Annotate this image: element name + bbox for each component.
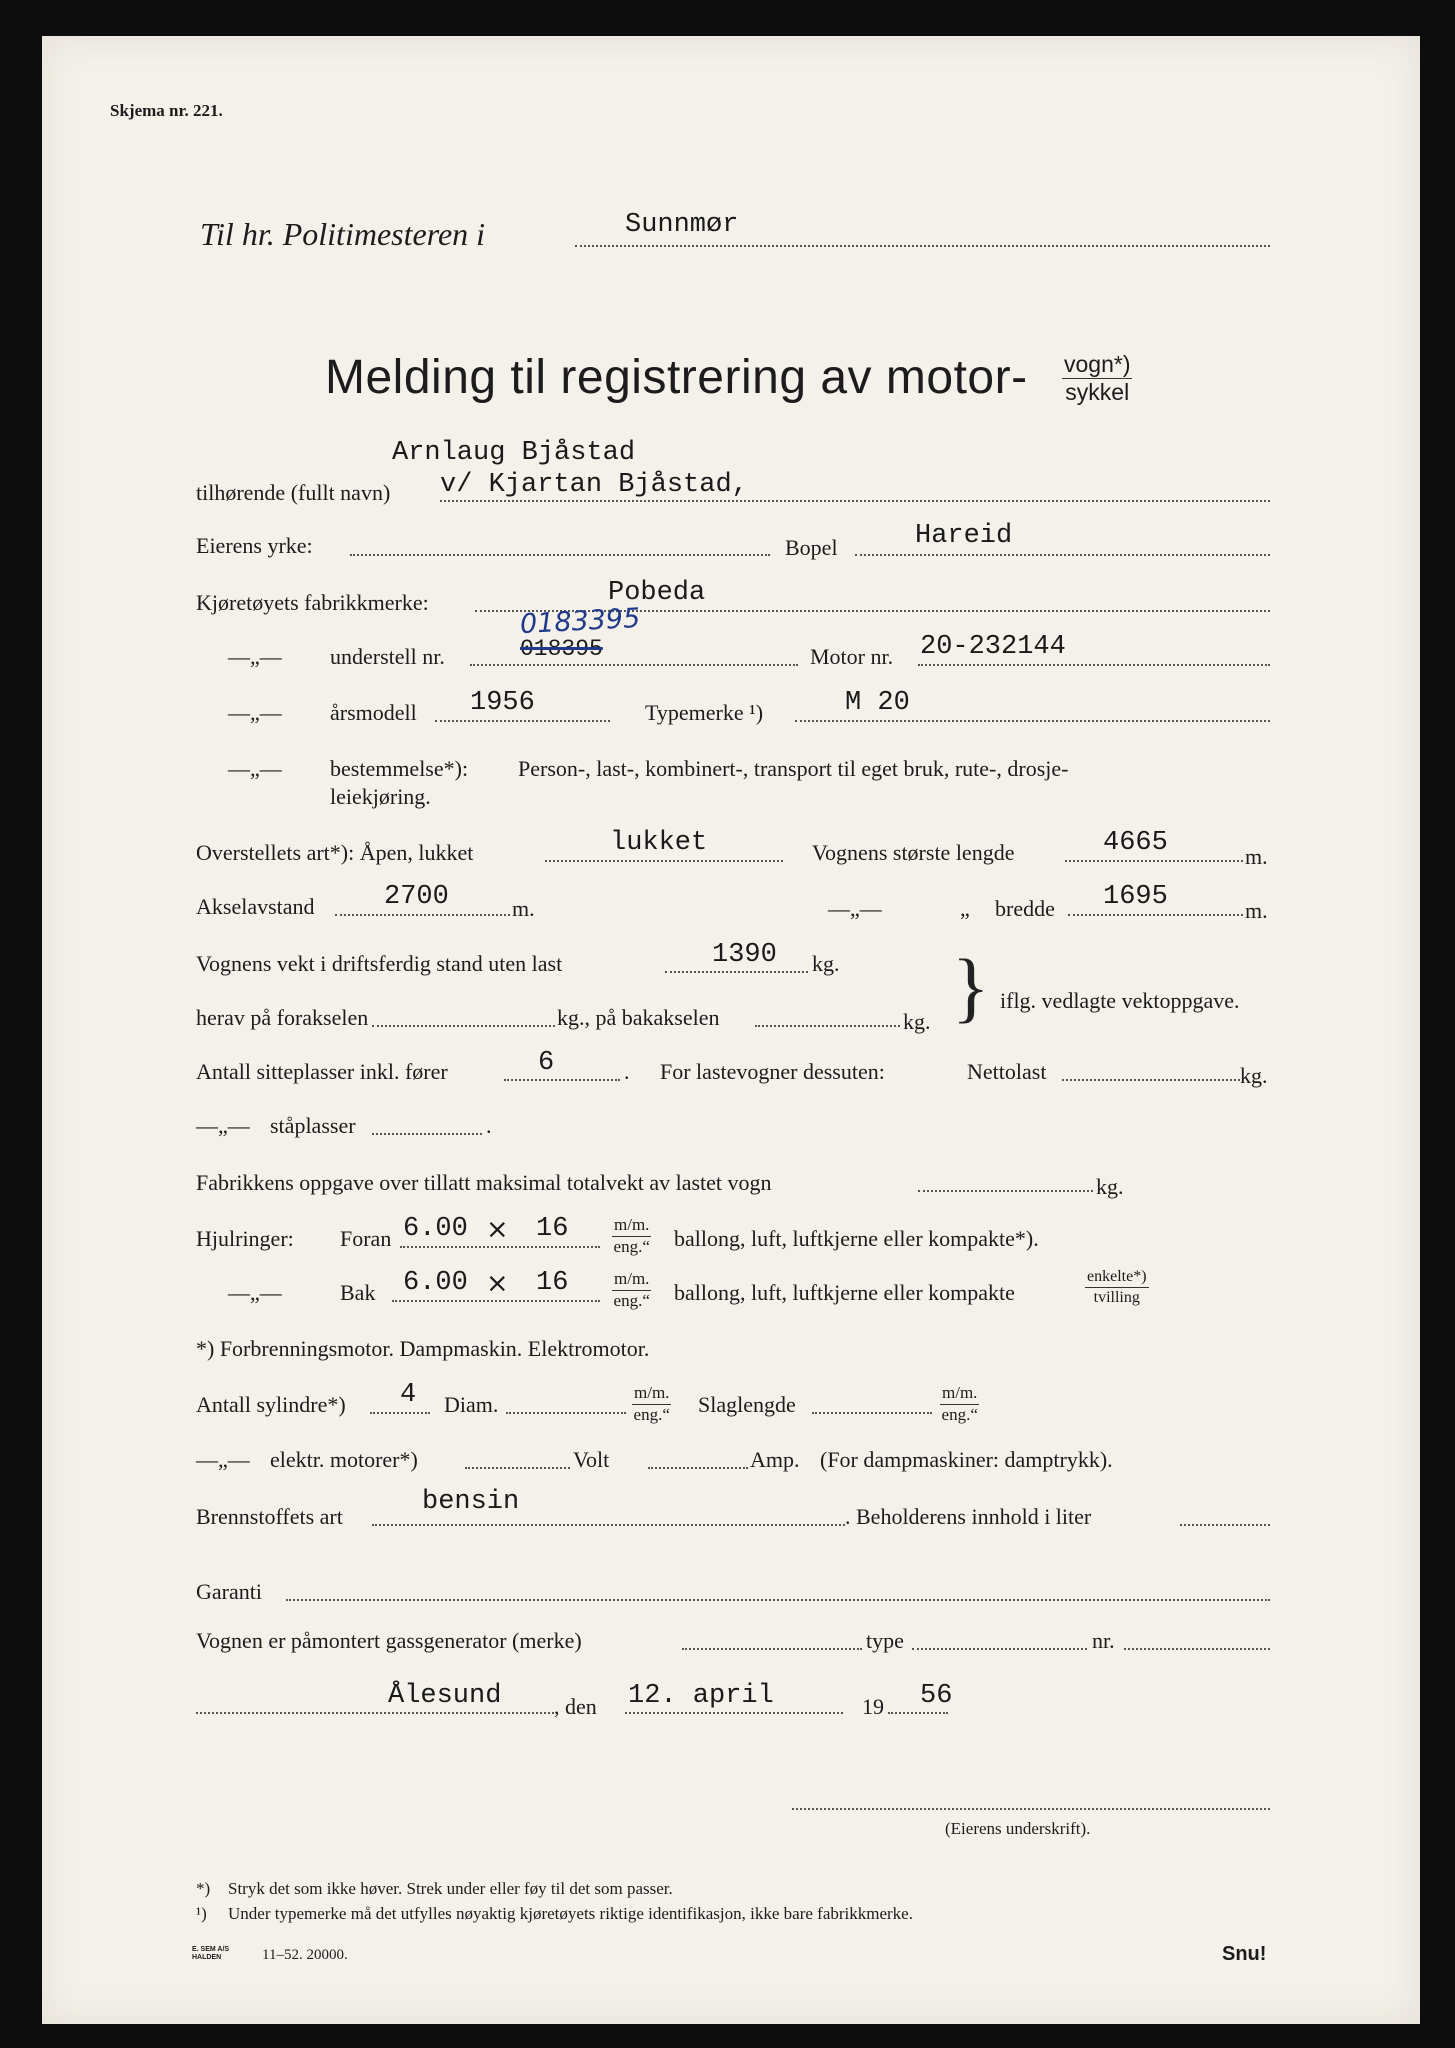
rear-axle-line	[755, 1025, 900, 1027]
body-label: Overstellets art*): Åpen, lukket	[196, 840, 474, 865]
diam-unit	[632, 1384, 671, 1424]
title-vehicle-type	[1062, 352, 1132, 406]
netto-label: Nettolast	[967, 1059, 1047, 1084]
footnote-1: Stryk det som ikke høver. Strek under eller føy til det som passer.	[228, 1879, 673, 1898]
max-weight-unit: kg.	[1096, 1174, 1124, 1199]
form-sheet	[42, 36, 1420, 2024]
gas-nr-line	[1124, 1648, 1270, 1650]
body-value: lukket	[610, 828, 708, 858]
place-line	[196, 1712, 554, 1714]
amp-label: Amp.	[750, 1447, 800, 1472]
fuel-value: bensin	[422, 1487, 520, 1517]
ditto-purpose: —„—	[228, 756, 282, 781]
unit-inch: eng.“	[633, 1404, 670, 1424]
signature-line	[792, 1808, 1270, 1810]
fuel-line	[372, 1524, 845, 1526]
chassis-corrected: 0183395	[519, 602, 641, 641]
owner-name-line2: v/ Kjartan Bjåstad,	[440, 470, 748, 500]
model-year-value: 1956	[470, 688, 535, 718]
seats-dot: .	[624, 1059, 630, 1084]
unit-mm: m/m.	[940, 1384, 979, 1405]
purpose-label: bestemmelse*):	[330, 756, 469, 781]
diam-label: Diam.	[444, 1392, 499, 1417]
footnote-1-mark: *)	[196, 1879, 211, 1898]
tyres-rear-size-a: 6.00	[403, 1268, 468, 1298]
seats-label: Antall sitteplasser inkl. fører	[196, 1059, 448, 1084]
cylinders-value: 4	[400, 1380, 417, 1410]
gas-type-label: type	[866, 1628, 904, 1653]
wheelbase-unit: m.	[512, 896, 535, 921]
owner-label: tilhørende (fullt navn)	[196, 480, 391, 505]
weight-value: 1390	[712, 940, 777, 970]
residence-label: Bopel	[785, 535, 838, 560]
district-value: Sunnmør	[625, 210, 739, 240]
weight-label: Vognens vekt i driftsferdig stand uten last	[196, 951, 563, 976]
front-axle-label: herav på forakselen	[196, 1005, 369, 1030]
ditto-standing: —„—	[196, 1113, 250, 1138]
form-title: Melding til registrering av motor-	[325, 351, 1028, 404]
footnote-2: Under typemerke må det utfylles nøyaktig kjøretøyets riktige identifikasjon, ikke bare fabrikkmerke.	[228, 1904, 913, 1923]
width-label: bredde	[995, 896, 1055, 921]
standing-line	[372, 1133, 482, 1135]
body-line	[545, 860, 783, 862]
printer-batch: 11–52. 20000.	[262, 1947, 348, 1963]
purpose-options: Person-, last-, kombinert-, transport til eget bruk, rute-, drosje-	[518, 756, 1069, 781]
gas-generator-line	[682, 1648, 862, 1650]
ditto-year: —„—	[228, 700, 282, 725]
year-line	[888, 1712, 948, 1714]
date-value: 12. april	[628, 1681, 774, 1711]
purpose-options-cont: leiekjøring.	[330, 784, 431, 809]
length-value: 4665	[1103, 828, 1168, 858]
ditto-quote: „	[960, 896, 970, 921]
volt-label: Volt	[573, 1447, 610, 1472]
cylinders-label: Antall sylindre*)	[196, 1392, 346, 1417]
seats-value: 6	[538, 1048, 555, 1078]
rear-axle-label: kg., på bakakselen	[557, 1005, 720, 1030]
weight-line	[665, 971, 808, 973]
tyres-front-label: Foran	[340, 1226, 392, 1251]
place-value: Ålesund	[388, 1681, 502, 1711]
stroke-label: Slaglengde	[698, 1392, 796, 1417]
turn-over: Snu!	[1222, 1943, 1267, 1965]
ditto-chassis: —„—	[228, 644, 282, 669]
width-unit: m.	[1245, 898, 1268, 923]
guarantee-line	[286, 1599, 1270, 1601]
tyres-rear-line	[392, 1300, 600, 1302]
unit-inch: eng.“	[613, 1290, 650, 1310]
printer-name-line1: E. SEM A/S	[192, 1946, 230, 1953]
unit-inch: eng.“	[941, 1404, 978, 1424]
cylinders-line	[370, 1412, 430, 1414]
residence-value: Hareid	[915, 521, 1013, 551]
tyres-rear-type: ballong, luft, luftkjerne eller kompakte	[674, 1280, 1015, 1305]
occupation-label: Eierens yrke:	[196, 533, 313, 558]
tank-line	[1180, 1524, 1270, 1526]
signature-label: (Eierens underskrift).	[945, 1819, 1091, 1838]
front-axle-line	[372, 1025, 555, 1027]
seats-line	[504, 1079, 620, 1081]
length-label: Vognens største lengde	[812, 840, 1015, 865]
residence-line	[855, 554, 1270, 556]
title-option-car: vogn*)	[1062, 352, 1132, 379]
motor-label: Motor nr.	[810, 644, 894, 669]
date-label: , den	[554, 1694, 597, 1719]
type-line	[795, 720, 1270, 722]
fuel-label: Brennstoffets art	[196, 1504, 343, 1529]
tank-label: . Beholderens innhold i liter	[845, 1504, 1092, 1529]
ditto-width: —„—	[828, 896, 882, 921]
motor-line	[918, 664, 1270, 666]
tyres-front-size-a: 6.00	[403, 1214, 468, 1244]
unit-mm: m/m.	[612, 1270, 651, 1291]
occupation-line	[350, 554, 770, 556]
wheelbase-value: 2700	[384, 882, 449, 912]
tyres-rear-unit	[612, 1270, 651, 1310]
engine-kinds: *) Forbrenningsmotor. Dampmaskin. Elektromotor.	[196, 1336, 650, 1361]
form-number: Skjema nr. 221.	[110, 101, 223, 120]
electric-line	[465, 1467, 570, 1469]
weight-brace: }	[952, 943, 990, 1030]
standing-label: ståplasser	[270, 1113, 356, 1138]
type-label: Typemerke ¹)	[645, 700, 764, 725]
max-weight-label: Fabrikkens oppgave over tillatt maksimal totalvekt av lastet vogn	[196, 1170, 772, 1195]
tyres-rear-mount	[1085, 1268, 1149, 1306]
width-line	[1068, 914, 1243, 916]
length-unit: m.	[1245, 844, 1268, 869]
volt-line	[648, 1467, 748, 1469]
date-line	[625, 1712, 843, 1714]
owner-name-line1: Arnlaug Bjåstad	[392, 438, 636, 468]
motor-value: 20-232144	[920, 632, 1066, 662]
tyres-rear-size-b: 16	[536, 1268, 569, 1298]
netto-unit: kg.	[1240, 1063, 1268, 1088]
tyres-front-times: ×	[486, 1214, 509, 1245]
max-weight-line	[918, 1190, 1093, 1192]
unit-mm: m/m.	[612, 1216, 651, 1237]
tyres-front-line	[400, 1246, 600, 1248]
width-value: 1695	[1103, 882, 1168, 912]
cargo-label: For lastevogner dessuten:	[660, 1059, 885, 1084]
addressee-label: Til hr. Politimesteren i	[200, 216, 486, 252]
tyres-rear-label: Bak	[340, 1280, 376, 1305]
netto-line	[1062, 1079, 1240, 1081]
year-prefix: 19	[862, 1694, 884, 1719]
ditto-rear-tyres: —„—	[228, 1280, 282, 1305]
gas-nr-label: nr.	[1092, 1628, 1115, 1653]
diam-line	[506, 1412, 626, 1414]
tyres-label: Hjulringer:	[196, 1226, 294, 1251]
make-value: Pobeda	[608, 578, 706, 608]
mount-twin: tvilling	[1093, 1288, 1140, 1306]
wheelbase-label: Akselavstand	[196, 894, 315, 919]
model-year-label: årsmodell	[330, 700, 417, 725]
owner-line	[440, 500, 1270, 502]
tyres-front-unit	[612, 1216, 651, 1256]
gas-generator-label: Vognen er påmontert gassgenerator (merke)	[196, 1628, 582, 1653]
unit-mm: m/m.	[632, 1384, 671, 1405]
district-line	[575, 245, 1270, 247]
chassis-line	[470, 664, 798, 666]
printer-name-line2: HALDEN	[192, 1953, 222, 1961]
ditto-electric: —„—	[196, 1447, 250, 1472]
mount-single: enkelte*)	[1085, 1268, 1149, 1288]
title-option-cycle: sykkel	[1065, 379, 1130, 406]
steam-label: (For dampmaskiner: damptrykk).	[820, 1447, 1113, 1472]
footnote-2-mark: ¹)	[196, 1904, 207, 1923]
wheelbase-line	[335, 914, 510, 916]
printer-name	[192, 1946, 229, 1961]
rear-axle-unit: kg.	[903, 1009, 931, 1034]
type-value: M 20	[845, 688, 910, 718]
year-value: 56	[920, 1681, 953, 1711]
guarantee-label: Garanti	[196, 1579, 262, 1604]
weight-unit: kg.	[812, 951, 840, 976]
model-year-line	[435, 720, 610, 722]
make-label: Kjøretøyets fabrikkmerke:	[196, 590, 429, 615]
weight-note: iflg. vedlagte vektoppgave.	[1000, 988, 1240, 1013]
unit-inch: eng.“	[613, 1236, 650, 1256]
stroke-line	[812, 1412, 932, 1414]
stroke-unit	[940, 1384, 979, 1424]
gas-type-line	[912, 1648, 1087, 1650]
length-line	[1065, 860, 1243, 862]
electric-label: elektr. motorer*)	[270, 1447, 418, 1472]
tyres-front-size-b: 16	[536, 1214, 569, 1244]
tyres-front-type: ballong, luft, luftkjerne eller kompakte*).	[674, 1226, 1039, 1251]
standing-dot: .	[486, 1113, 492, 1138]
chassis-struck: 018395	[520, 636, 603, 662]
chassis-label: understell nr.	[330, 644, 445, 669]
tyres-rear-times: ×	[486, 1268, 509, 1299]
